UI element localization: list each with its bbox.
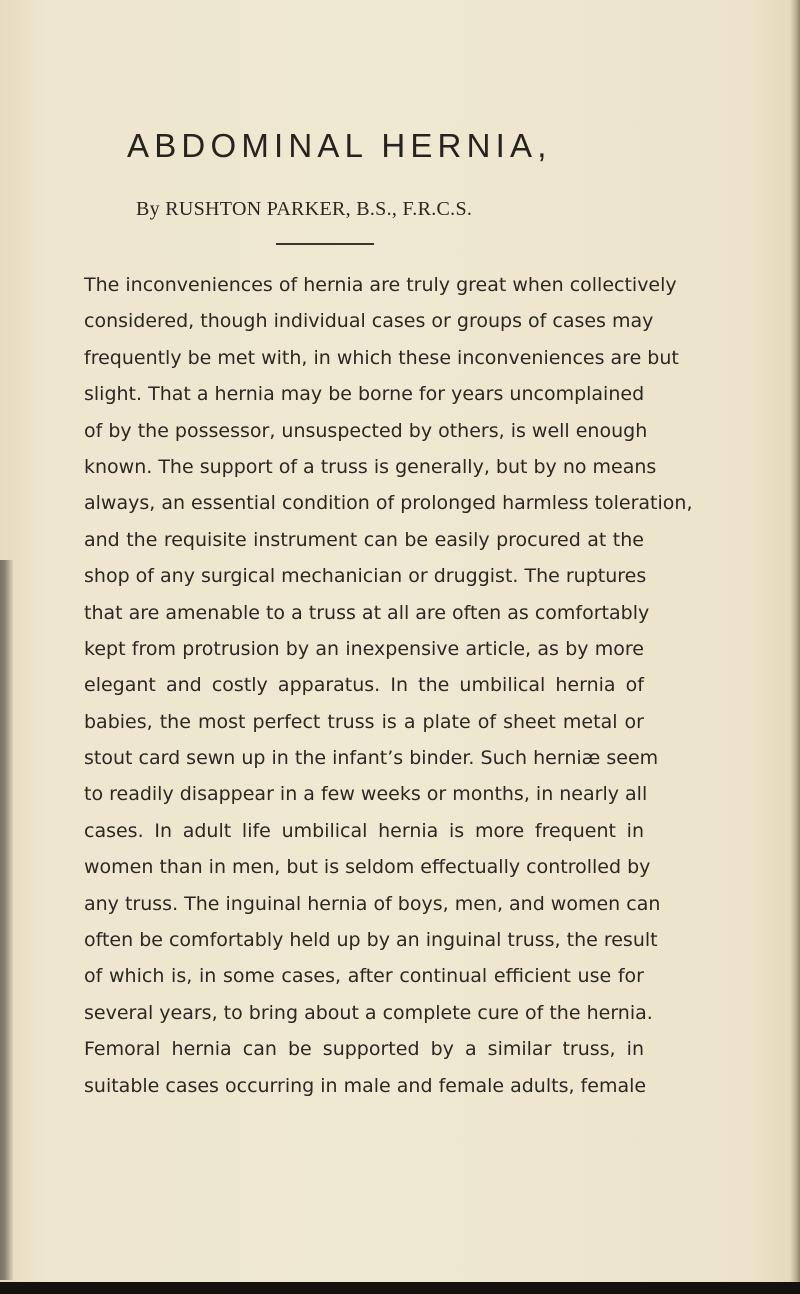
body-line: babies, the most perfect truss is a plate of sheet metal or [84, 710, 644, 733]
body-line: stout card sewn up in the infant’s binder. Such herniæ seem [84, 747, 659, 770]
body-line: always, an essential condition of prolonged harmless toleration, [84, 492, 693, 515]
body-line: several years, to bring about a complete cure of the hernia. [84, 1001, 653, 1024]
body-line: of by the possessor, unsuspected by others, is well enough [84, 419, 648, 442]
body-line: cases. In adult life umbilical hernia is more frequent in [84, 819, 644, 842]
article-title: ABDOMINAL HERNIA, [127, 127, 552, 164]
body-line: Femoral hernia can be supported by a similar truss, in [84, 1038, 644, 1061]
body-line: of which is, in some cases, after continual efficient use for [84, 965, 644, 988]
body-line: slight. That a hernia may be borne for years uncomplained [84, 383, 645, 406]
body-line: that are amenable to a truss at all are often as comfortably [84, 601, 650, 624]
body-line: shop of any surgical mechanician or druggist. The ruptures [84, 565, 647, 588]
page-edge-shadow [790, 0, 800, 1294]
body-line: women than in men, but is seldom effectually controlled by [84, 856, 651, 879]
body-line: elegant and costly apparatus. In the umbilical hernia of [84, 674, 644, 697]
body-line: frequently be met with, in which these inconveniences are but [84, 346, 679, 369]
body-line: suitable cases occurring in male and female adults, female [84, 1074, 647, 1097]
body-line: The inconveniences of hernia are truly great when collectively [84, 274, 677, 296]
body-line: considered, though individual cases or groups of cases may [84, 310, 654, 333]
article-body [84, 267, 693, 1104]
body-line: often be comfortably held up by an inguinal truss, the result [84, 929, 658, 952]
page-gutter-shadow [0, 560, 14, 1280]
author-byline: By RUSHTON PARKER, B.S., F.R.C.S. [136, 198, 473, 220]
body-line: to readily disappear in a few weeks or months, in nearly all [84, 783, 648, 806]
scan-bottom-edge [0, 1282, 800, 1294]
body-line: known. The support of a truss is generally, but by no means [84, 455, 657, 478]
body-line: and the requisite instrument can be easily procured at the [84, 528, 644, 551]
body-line: kept from protrusion by an inexpensive article, as by more [84, 637, 644, 660]
body-line: any truss. The inguinal hernia of boys, men, and women can [84, 892, 661, 915]
title-rule-divider [276, 243, 374, 245]
